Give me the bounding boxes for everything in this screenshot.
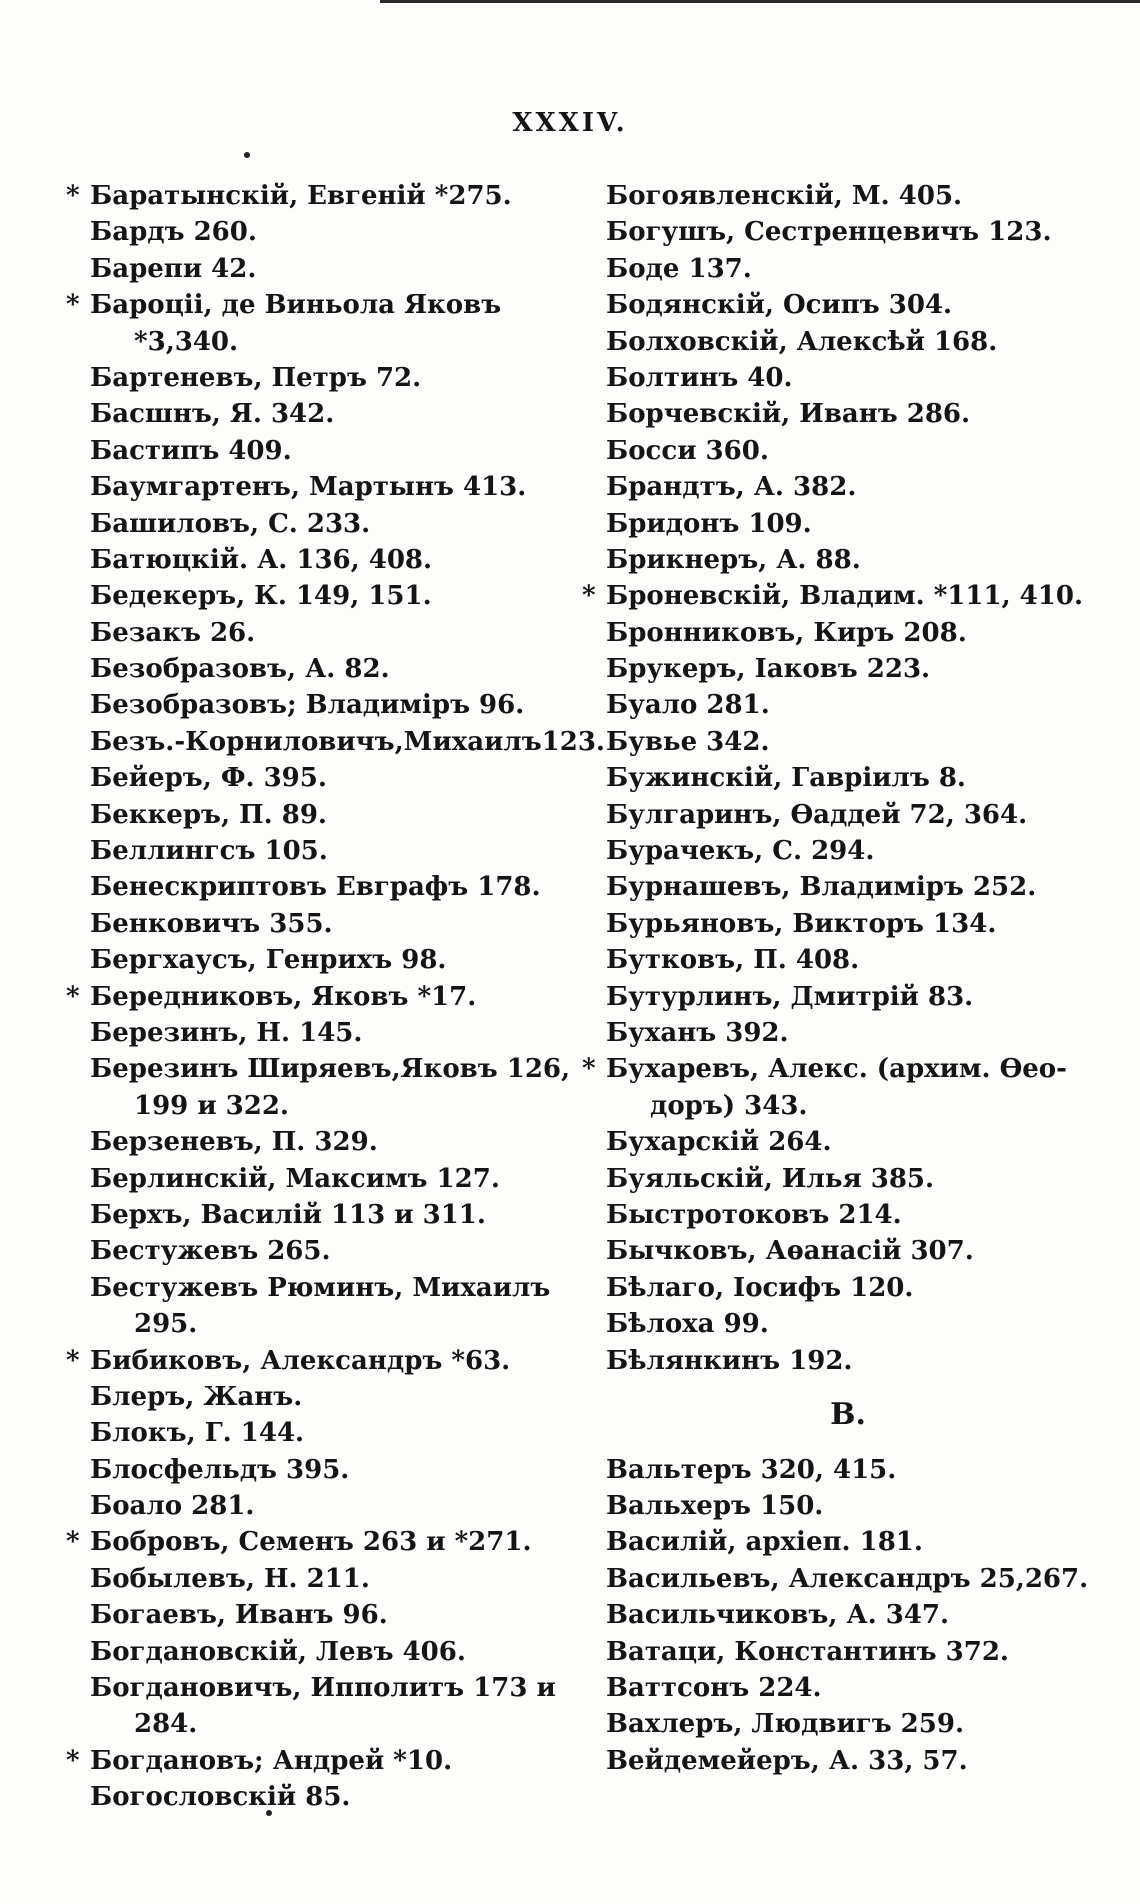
- index-entry-text: 284.: [134, 1709, 198, 1740]
- index-entry: [578, 1306, 1118, 1342]
- index-entry: [578, 797, 1118, 833]
- index-entry: [62, 1197, 582, 1233]
- top-rule: [380, 0, 1140, 3]
- index-entry-text: Бурачекъ, С. 294.: [606, 836, 875, 867]
- index-entry: [62, 1415, 582, 1451]
- index-entry-text: Бенковичъ 355.: [90, 908, 333, 939]
- index-entry: [578, 1270, 1118, 1306]
- index-entry-text: Бычковъ, Аѳанасій 307.: [606, 1236, 974, 1267]
- index-entry: [578, 615, 1118, 651]
- index-entry: [62, 1597, 582, 1633]
- index-entry: [62, 1488, 582, 1524]
- index-entry-text: Бейеръ, Ф. 395.: [90, 763, 327, 794]
- index-entry-text: доръ) 343.: [650, 1090, 808, 1121]
- index-entry-text: Вальтеръ 320, 415.: [606, 1454, 897, 1485]
- index-entry-text: Брикнеръ, А. 88.: [606, 544, 861, 575]
- index-entry: [578, 1488, 1118, 1524]
- index-entry-text: Булгаринъ, Ѳаддей 72, 364.: [606, 799, 1028, 830]
- index-entry: [578, 178, 1118, 214]
- index-entry-text: Баумгартенъ, Мартынъ 413.: [90, 472, 527, 503]
- index-entry: [578, 869, 1118, 905]
- index-entry-text: Бедекеръ, К. 149, 151.: [90, 581, 432, 612]
- index-entry: [578, 1524, 1118, 1560]
- index-entry: [62, 1124, 582, 1160]
- index-entry-text: Бужинскій, Гавріилъ 8.: [606, 763, 966, 794]
- index-entry: [578, 687, 1118, 723]
- section-heading-v: В.: [830, 1396, 866, 1432]
- index-entry-text: Бѣлаго, Іосифъ 120.: [606, 1272, 914, 1303]
- index-entry: [578, 942, 1118, 978]
- index-entry-continuation: [578, 1088, 1118, 1124]
- index-entry: [578, 906, 1118, 942]
- index-entry: [578, 724, 1118, 760]
- index-entry: [578, 1670, 1118, 1706]
- index-entry-text: Васильевъ, Александръ 25,267.: [606, 1563, 1089, 1594]
- index-entry-text: Баратынскій, Евгеній *275.: [90, 181, 512, 211]
- index-entry-text: Ватаци, Константинъ 372.: [606, 1636, 1009, 1667]
- index-entry-continuation: [62, 324, 582, 360]
- index-entry-continuation: [62, 1088, 582, 1124]
- index-entry: [578, 979, 1118, 1015]
- index-entry: [62, 906, 582, 942]
- index-entry-text: *3,340.: [134, 326, 239, 357]
- index-entry: [62, 178, 582, 214]
- index-entry-text: Березинъ, Н. 145.: [90, 1017, 363, 1048]
- asterisk-marker: *: [66, 290, 80, 321]
- index-entry: [578, 251, 1118, 287]
- index-entry: [578, 1015, 1118, 1051]
- index-entry-text: Быстротоковъ 214.: [606, 1199, 902, 1230]
- index-entry: [62, 615, 582, 651]
- index-entry-text: Берлинскій, Максимъ 127.: [90, 1163, 500, 1194]
- index-entry: [578, 1124, 1118, 1160]
- index-entry-text: Бронниковъ, Киръ 208.: [606, 617, 967, 648]
- index-entry-text: Бастипъ 409.: [90, 435, 292, 466]
- index-entry: [578, 506, 1118, 542]
- index-entry-text: Башиловъ, С. 233.: [90, 508, 371, 539]
- index-entry-text: Боало 281.: [90, 1491, 255, 1522]
- index-entry: [62, 251, 582, 287]
- index-entry: [62, 1743, 582, 1779]
- index-entry-text: Бухарскій 264.: [606, 1127, 832, 1158]
- index-entry-text: Болховскій, Алексѣй 168.: [606, 326, 998, 357]
- index-entry-text: Вахлеръ, Людвигъ 259.: [606, 1709, 965, 1740]
- asterisk-marker: *: [582, 581, 596, 612]
- index-entry-text: Бухаревъ, Алекс. (архим. Ѳео-: [606, 1054, 1067, 1085]
- index-entry: [62, 360, 582, 396]
- index-entry-text: Барепи 42.: [90, 253, 257, 284]
- index-entry-text: Бутковъ, П. 408.: [606, 945, 860, 976]
- index-entry-text: Богдановичъ, Ипполитъ 173 и: [90, 1673, 556, 1704]
- asterisk-marker: *: [66, 1345, 80, 1376]
- index-entry-text: Борчевскій, Иванъ 286.: [606, 399, 971, 430]
- index-entry: [62, 1524, 582, 1560]
- index-entry-text: Босси 360.: [606, 435, 769, 466]
- index-entry-text: Бурьяновъ, Викторъ 134.: [606, 908, 997, 939]
- index-entry: [62, 869, 582, 905]
- index-entry-text: Берхъ, Василій 113 и 311.: [90, 1199, 486, 1230]
- index-entry-text: Бардъ 260.: [90, 217, 257, 248]
- index-entry-text: Богдановъ; Андрей *10.: [90, 1745, 453, 1776]
- index-entry-text: Бридонъ 109.: [606, 508, 812, 539]
- index-entry-text: Богушъ, Сестренцевичъ 123.: [606, 217, 1052, 248]
- index-entry-text: Бодянскій, Осипъ 304.: [606, 290, 953, 321]
- index-entry: [62, 433, 582, 469]
- index-entry-text: Васильчиковъ, А. 347.: [606, 1600, 950, 1631]
- index-entry: [578, 396, 1118, 432]
- index-entry-text: Бартеневъ, Петръ 72.: [90, 362, 422, 393]
- index-entry-text: Бенескриптовъ Евграфъ 178.: [90, 872, 541, 903]
- index-entry: [578, 1051, 1118, 1087]
- index-entry-text: Вейдемейеръ, А. 33, 57.: [606, 1745, 968, 1776]
- index-entry: [578, 1634, 1118, 1670]
- index-entry: [62, 760, 582, 796]
- index-entry-text: Богдановскій, Левъ 406.: [90, 1636, 466, 1667]
- index-entry-text: Бароціі, де Виньола Яковъ: [90, 290, 502, 321]
- index-entry-text: Бибиковъ, Александръ *63.: [90, 1345, 511, 1376]
- index-entry-text: 199 и 322.: [134, 1090, 289, 1121]
- index-entry-text: Бестужевъ 265.: [90, 1236, 331, 1267]
- index-entry: [578, 433, 1118, 469]
- index-entry-text: Березинъ Ширяевъ,Яковъ 126,: [90, 1054, 571, 1085]
- index-entry: [578, 214, 1118, 250]
- index-entry-text: Безобразовъ, А. 82.: [90, 654, 390, 685]
- index-entry: [578, 1233, 1118, 1269]
- asterisk-marker: *: [66, 981, 80, 1012]
- index-entry-text: Бѣлянкинъ 192.: [606, 1345, 853, 1376]
- index-entry: [62, 724, 605, 760]
- index-entry-text: Бѣлоха 99.: [606, 1309, 769, 1340]
- index-entry-text: Бобровъ, Семенъ 263 и *271.: [90, 1527, 532, 1558]
- index-entry: [62, 578, 582, 614]
- index-entry-text: 295.: [134, 1309, 198, 1340]
- index-entry: [578, 1197, 1118, 1233]
- index-entry-text: Бестужевъ Рюминъ, Михаилъ: [90, 1272, 551, 1303]
- index-entry: [578, 1452, 1118, 1488]
- index-entry-text: Бувье 342.: [606, 726, 770, 757]
- index-entry: [62, 687, 582, 723]
- index-list-v: [578, 1452, 1118, 1780]
- index-entry-text: Брандтъ, А. 382.: [606, 472, 857, 503]
- index-entry-text: Бередниковъ, Яковъ *17.: [90, 981, 477, 1012]
- index-entry: [578, 324, 1118, 360]
- index-entry: [578, 1161, 1118, 1197]
- index-entry-text: Беккеръ, П. 89.: [90, 799, 327, 830]
- index-entry: [62, 1161, 582, 1197]
- index-column-right: [578, 178, 1118, 1779]
- asterisk-marker: *: [66, 1527, 80, 1558]
- index-entry-text: Ваттсонъ 224.: [606, 1673, 822, 1704]
- index-entry: [578, 578, 1118, 614]
- index-entry: [578, 1597, 1118, 1633]
- asterisk-marker: *: [582, 1054, 596, 1085]
- index-entry-text: Василій, архіеп. 181.: [606, 1527, 923, 1558]
- index-entry: [62, 1270, 582, 1306]
- index-entry-text: Блеръ, Жанъ.: [90, 1381, 303, 1412]
- index-entry-text: Беллингсъ 105.: [90, 836, 328, 867]
- asterisk-marker: *: [66, 1745, 80, 1776]
- index-entry: [62, 542, 582, 578]
- index-entry: [62, 1343, 582, 1379]
- index-entry: [578, 542, 1118, 578]
- index-entry: [62, 833, 582, 869]
- index-entry: [578, 1743, 1118, 1779]
- index-entry: [578, 651, 1118, 687]
- index-entry-text: Бобылевъ, Н. 211.: [90, 1563, 370, 1594]
- index-entry-text: Броневскій, Владим. *111, 410.: [606, 581, 1084, 612]
- index-list-b: [578, 178, 1118, 1379]
- index-entry-text: Басшнъ, Я. 342.: [90, 399, 335, 430]
- index-entry: [62, 1561, 582, 1597]
- index-entry: [578, 1561, 1118, 1597]
- index-entry: [62, 651, 582, 687]
- index-entry-text: Буханъ 392.: [606, 1017, 789, 1048]
- index-entry-text: Богословскій 85.: [90, 1782, 351, 1813]
- asterisk-marker: *: [66, 181, 80, 211]
- index-entry-text: Безобразовъ; Владиміръ 96.: [90, 690, 525, 721]
- index-entry: [578, 360, 1118, 396]
- index-entry-text: Боде 137.: [606, 253, 752, 284]
- index-entry-text: Болтинъ 40.: [606, 362, 793, 393]
- index-entry: [62, 396, 582, 432]
- index-entry: [62, 1051, 582, 1087]
- index-entry: [578, 1343, 1118, 1379]
- index-entry: [62, 942, 582, 978]
- index-entry: [578, 469, 1118, 505]
- index-entry-text: Богоявленскій, М. 405.: [606, 181, 963, 211]
- index-entry-text: Берзеневъ, П. 329.: [90, 1127, 378, 1158]
- index-entry: [62, 287, 582, 323]
- index-entry: [62, 1634, 582, 1670]
- index-entry-text: Богаевъ, Иванъ 96.: [90, 1600, 388, 1631]
- ink-speck: [244, 152, 250, 158]
- index-entry: [62, 1670, 582, 1706]
- index-entry: [62, 1379, 582, 1415]
- index-entry: [62, 1233, 582, 1269]
- index-entry-text: Бурнашевъ, Владиміръ 252.: [606, 872, 1037, 903]
- index-entry: [578, 287, 1118, 323]
- index-entry-text: Бергхаусъ, Генрихъ 98.: [90, 945, 447, 976]
- index-entry-text: Безъ.-Корниловичъ,Михаилъ123.: [90, 726, 605, 757]
- index-entry: [62, 797, 582, 833]
- page-number: XXXIV.: [512, 108, 628, 138]
- index-entry-text: Брукеръ, Іаковъ 223.: [606, 654, 931, 685]
- index-entry-continuation: [62, 1306, 582, 1342]
- index-entry: [578, 1706, 1118, 1742]
- index-entry-text: Вальхеръ 150.: [606, 1491, 824, 1522]
- index-entry: [62, 979, 582, 1015]
- index-entry: [578, 833, 1118, 869]
- index-entry: [62, 506, 582, 542]
- index-entry-text: Блосфельдъ 395.: [90, 1454, 350, 1485]
- index-entry-text: Буяльскій, Илья 385.: [606, 1163, 935, 1194]
- index-entry-text: Батюцкій. А. 136, 408.: [90, 544, 433, 575]
- index-entry: [62, 214, 582, 250]
- index-column-left: [62, 178, 605, 1816]
- index-entry-text: Безакъ 26.: [90, 617, 256, 648]
- index-entry: [62, 1452, 582, 1488]
- index-entry: [578, 760, 1118, 796]
- index-entry: [62, 1015, 582, 1051]
- index-entry-continuation: [62, 1706, 582, 1742]
- index-entry-text: Бутурлинъ, Дмитрій 83.: [606, 981, 974, 1012]
- index-entry: [62, 469, 582, 505]
- index-entry-text: Блокъ, Г. 144.: [90, 1418, 305, 1449]
- index-entry: [62, 1779, 582, 1815]
- index-entry-text: Буало 281.: [606, 690, 770, 721]
